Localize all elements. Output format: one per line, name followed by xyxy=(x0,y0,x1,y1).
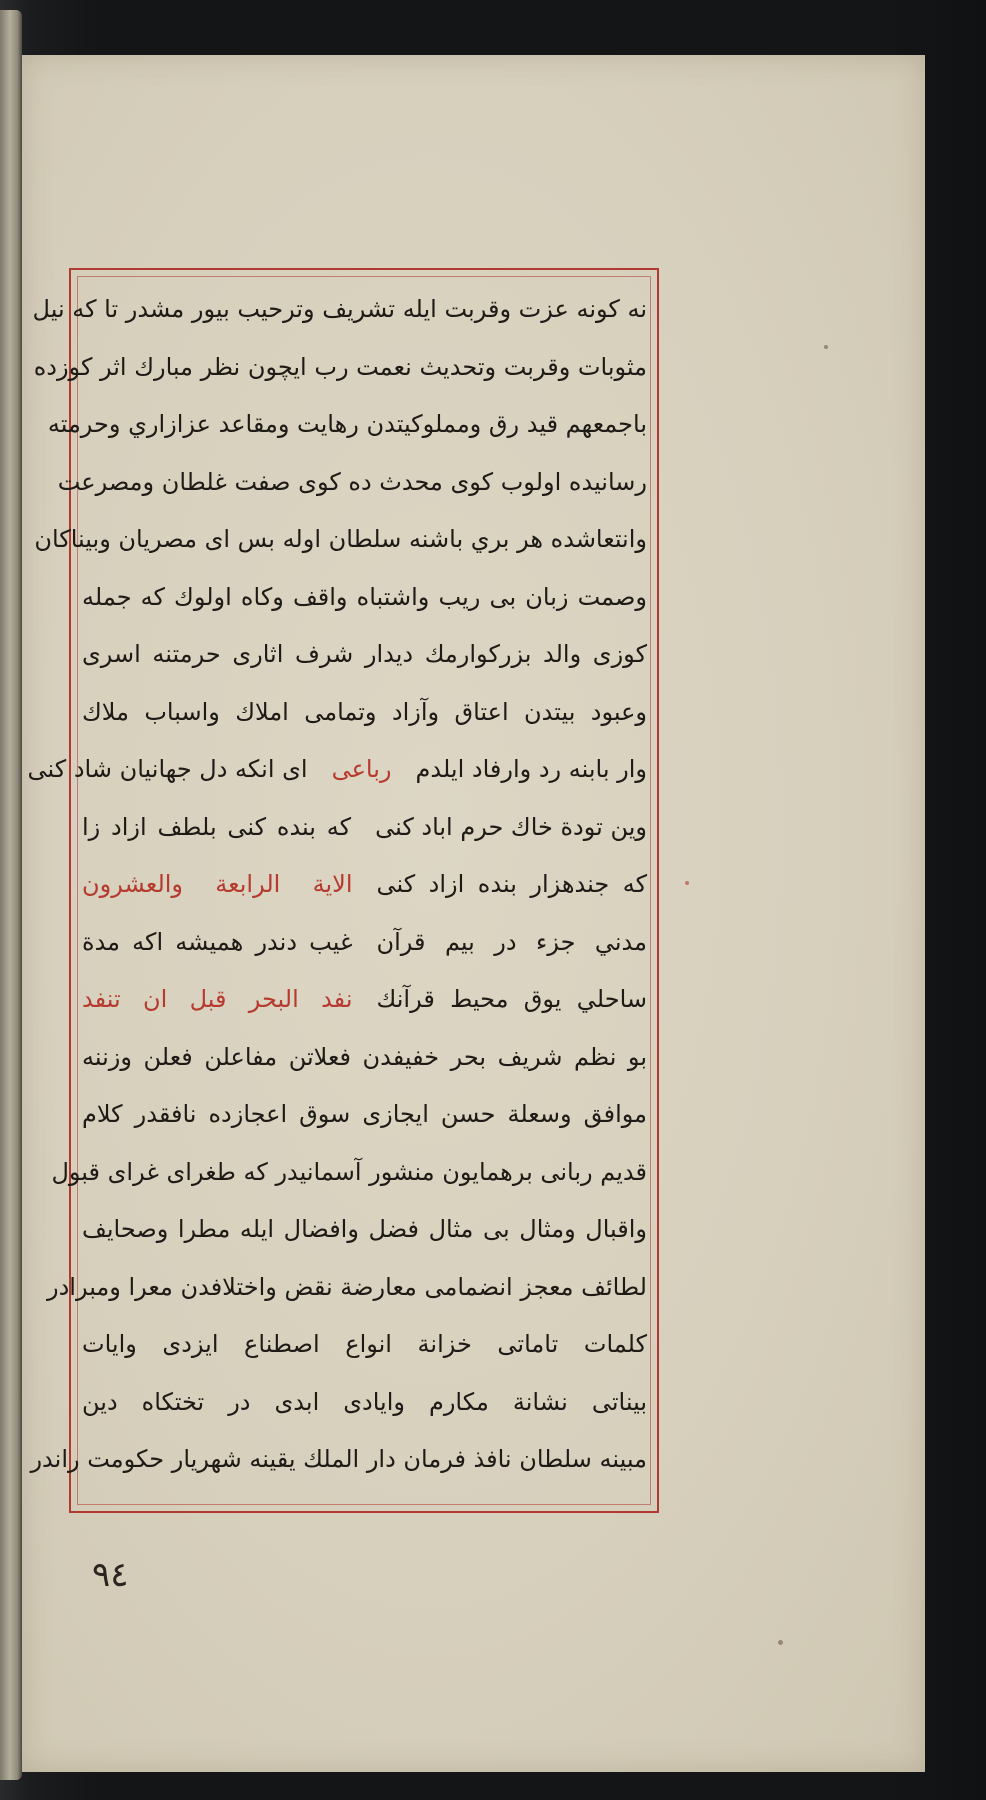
verse-hemistich-7: ساحلي يوق محيط قرآنك xyxy=(376,985,647,1013)
text-line-17: واقبال ومثال بى مثال فضل وافضال ايله مطرا وصحايف xyxy=(82,1215,647,1243)
rubaiyat-rubric: رباعى xyxy=(331,755,392,783)
text-line-4: رسانيده اولوب كوى محدث ده كوى صفت غلطان ومصرعت xyxy=(57,467,647,496)
text-line-18: لطائف معجز انضمامى معارضة نقض واختلافدن معرا ومبرادر xyxy=(47,1272,647,1301)
text-line-9 xyxy=(27,741,647,799)
paper-speck xyxy=(778,1640,783,1645)
text-line-1: نه كونه عزت وقربت ايله تشريف وترحيب بيور مشدر تا كه نيل xyxy=(32,295,647,323)
text-line-3: باجمعهم قيد رق ومملوكيتدن رهايت ومقاعد عزازاري وحرمته xyxy=(47,410,647,438)
verse-hemistich-4: كه جندهزار بنده ازاد كنى xyxy=(376,870,647,898)
paper-speck xyxy=(824,345,828,349)
folio-number: ٩٤ xyxy=(92,1555,129,1595)
adjacent-page-edge xyxy=(0,10,22,1780)
text-line-15: موافق وسعلة حسن ايجازى سوق اعجازده نافقدر كلام xyxy=(82,1100,647,1128)
text-line-19: كلمات تاماتى خزانة انواع اصطناع ايزدى وايات xyxy=(82,1330,647,1358)
manuscript-page xyxy=(22,55,925,1772)
verse-hemistich-6: غيب دندر هميشه اكه مدة xyxy=(82,927,353,956)
text-line-16: قديم ربانى برهمايون منشور آسمانيدر كه طغراى غراى قبول xyxy=(51,1157,647,1186)
text-line-5: وانتعاشده هر بري باشنه سلطان اوله بس اى مصريان وبيناكان xyxy=(34,525,647,553)
verse-hemistich-5: مدني جزء در بيم قرآن xyxy=(376,927,647,956)
text-line-11 xyxy=(82,856,647,914)
verse-hemistich-1: اى انكه دل جهانيان شاد كنى xyxy=(27,755,308,783)
line-9-prose: وار بابنه رد وارفاد ايلدم xyxy=(415,755,647,783)
text-line-21: مبينه سلطان نافذ فرمان دار الملك يقينه شهريار حكومت راندر xyxy=(30,1445,647,1473)
text-line-12 xyxy=(82,914,647,972)
ayah-heading-rubric: الاية الرابعة والعشرون xyxy=(82,870,353,898)
quran-quote-rubric: نفد البحر قبل ان تنفد xyxy=(82,985,353,1013)
text-line-6: وصمت زبان بى ريب واشتباه واقف وكاه اولوك كه جمله xyxy=(82,582,647,611)
text-line-10 xyxy=(82,799,647,857)
text-line-14: بو نظم شريف بحر خفيفدن فعلاتن مفاعلن فعلن وزننه xyxy=(82,1042,647,1071)
text-line-8: وعبود بيتدن اعتاق وآزاد وتمامى املاك واسباب ملاك xyxy=(82,697,647,726)
text-line-2: مثوبات وقربت وتحديث نعمت رب ايچون نظر مبارك اثر كوزده xyxy=(33,352,647,381)
verse-hemistich-2: وين تودة خاك حرم اباد كنى xyxy=(375,812,647,841)
verse-hemistich-3: كه بنده كنى بلطف ازاد زا xyxy=(82,812,352,841)
text-line-20: بيناتى نشانة مكارم وايادى ابدى در تختكاه دين xyxy=(82,1387,647,1416)
text-line-13 xyxy=(82,971,647,1029)
text-block xyxy=(27,281,647,1501)
text-line-7: كوزى والد بزركوارمك ديدار شرف اثارى حرمتنه اسرى xyxy=(82,640,647,668)
paper-speck xyxy=(685,881,689,885)
